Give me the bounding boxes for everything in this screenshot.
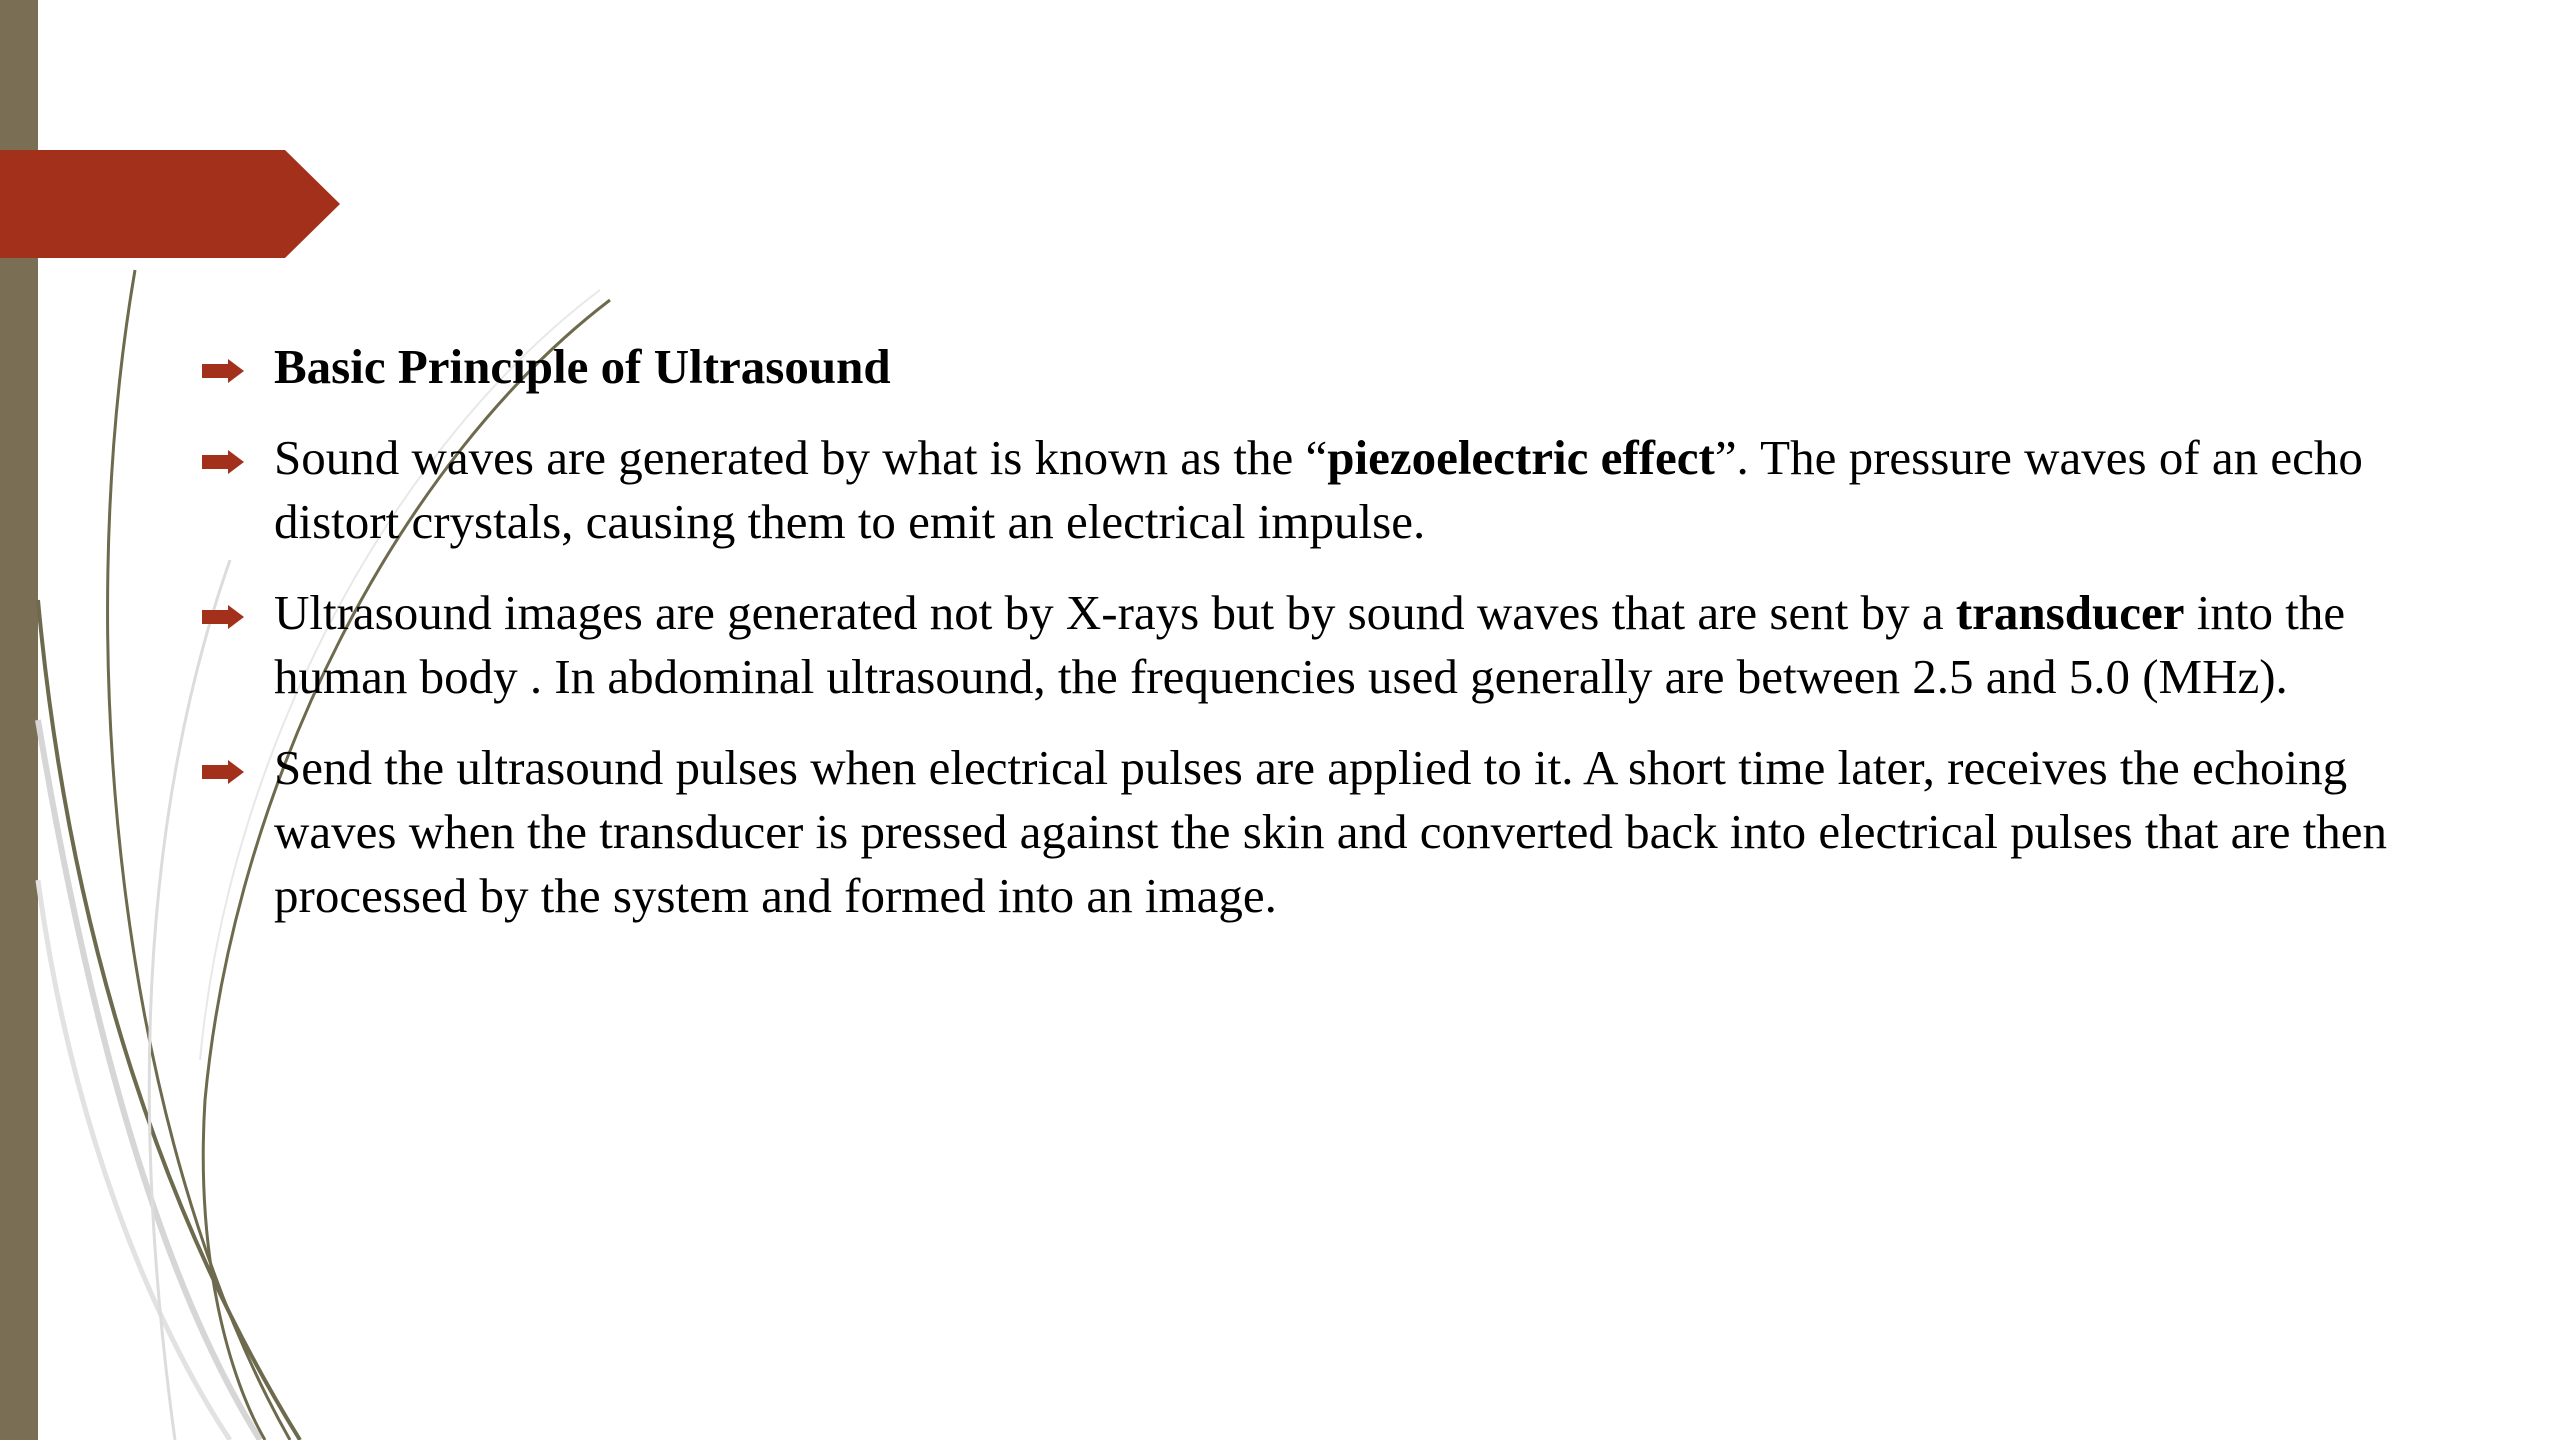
bullet-text: Send the ultrasound pulses when electrical pulses are applied to it. A short time later, receives the echoing waves when the transducer is pressed against the skin and converted back into electrical pulses that are then processed by the system and formed into an image. [274, 740, 2388, 923]
bullet-item [200, 581, 2420, 709]
bullet-text: into the human body . In abdominal ultrasound, the frequencies used generally are between 2.5 and 5.0 (MHz). [274, 585, 2346, 704]
bullet-item [200, 335, 2420, 399]
bullet-bold-term: transducer [1955, 585, 2185, 640]
bullet-text: ”. The pressure waves of an echo distort crystals, causing them to emit an electrical impulse. [274, 430, 2363, 549]
arrow-bullet-icon [202, 760, 244, 784]
arrow-bullet-icon [202, 605, 244, 629]
bullet-list [200, 335, 2420, 955]
arrow-bullet-icon [202, 450, 244, 474]
bullet-item [200, 426, 2420, 554]
bullet-item [200, 736, 2420, 928]
bullet-text: Sound waves are generated by what is known as the “ [274, 430, 1328, 485]
bullet-bold-term: piezoelectric effect [1327, 430, 1715, 485]
bullet-heading: Basic Principle of Ultrasound [274, 339, 891, 394]
arrow-bullet-icon [202, 359, 244, 383]
bullet-text: Ultrasound images are generated not by X-rays but by sound waves that are sent by a [274, 585, 1956, 640]
